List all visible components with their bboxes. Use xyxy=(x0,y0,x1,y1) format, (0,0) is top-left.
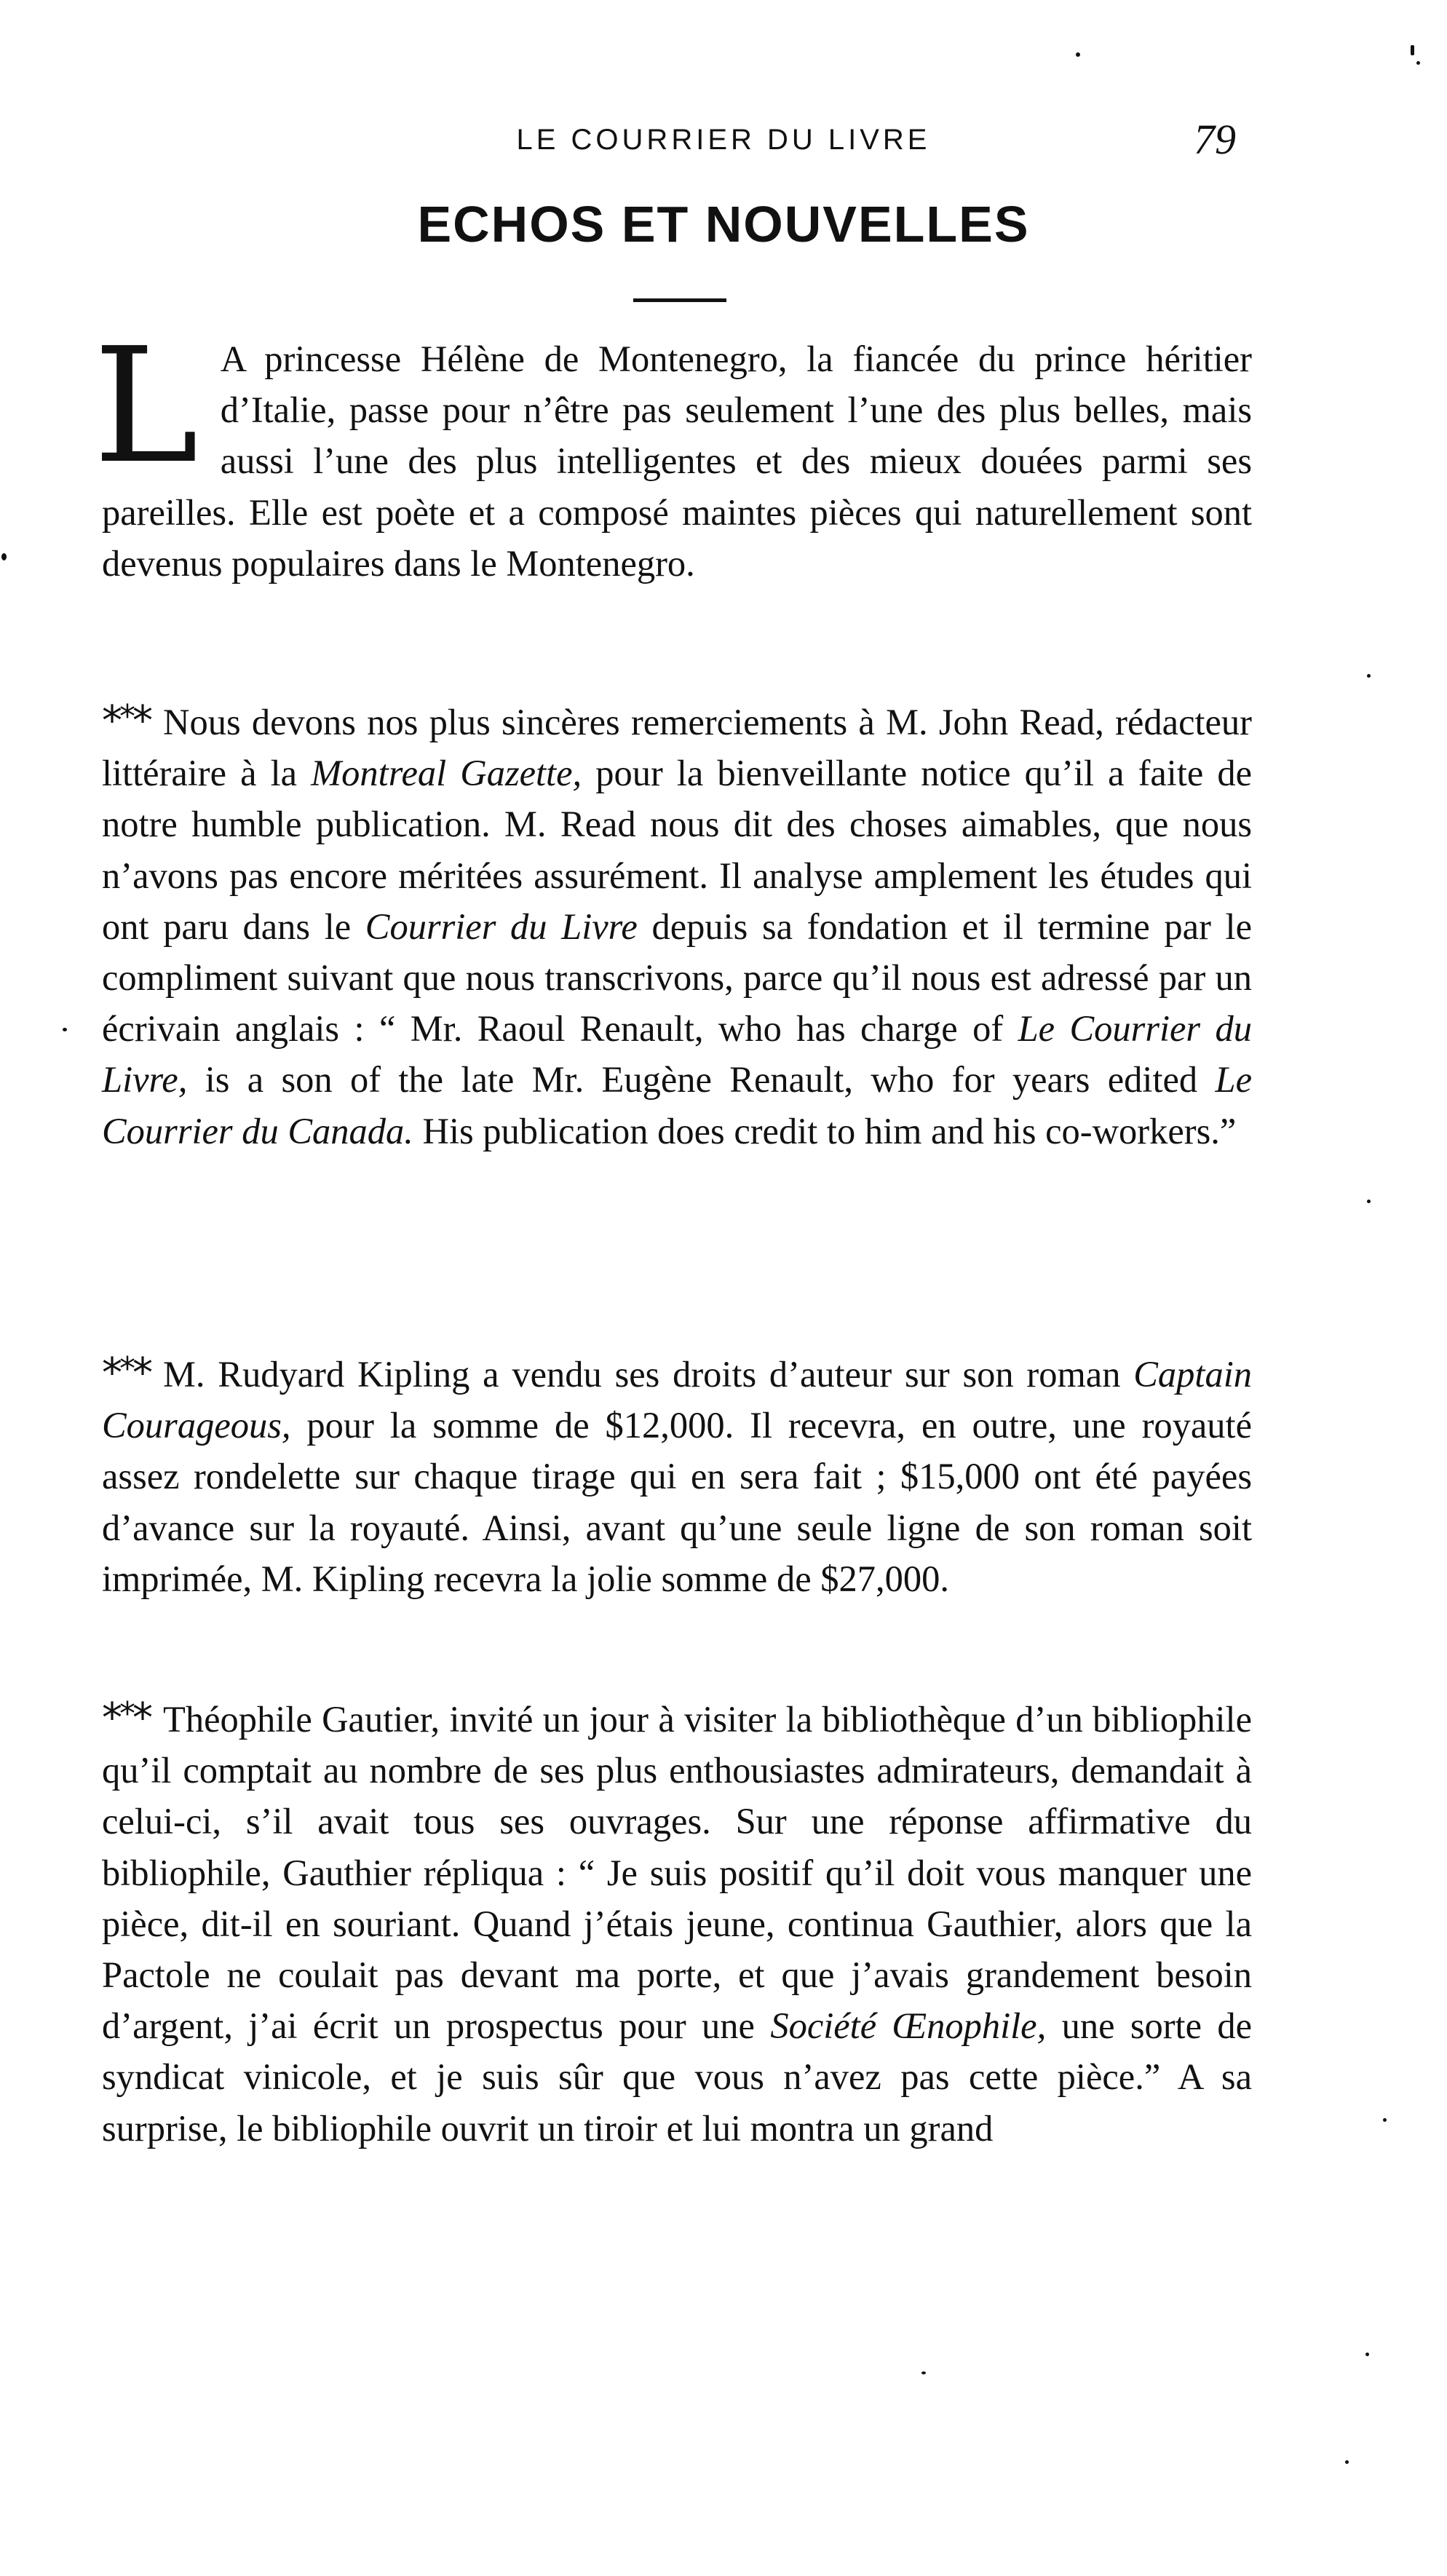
scan-speck xyxy=(1411,45,1414,55)
paragraph-body xyxy=(102,1689,1252,2154)
running-title: LE COURRIER DU LIVRE xyxy=(516,124,931,156)
paragraph-montreal-gazette xyxy=(102,691,1252,1157)
italic-title: Le Courrier du Canada. xyxy=(102,1059,1252,1152)
paragraph-text: pour la somme de $12,000. Il recevra, en outre, une royauté assez rondelette sur chaque tirage qui en sera fait ; $15,000 ont été payées d’avance sur la royauté. Ainsi, avant qu’une seule ligne de son roman soit imprimée, M. Kipling recevra la jolie somme de $27,000. xyxy=(102,1405,1252,1599)
asterism-star: * xyxy=(119,1350,132,1387)
scan-speck xyxy=(63,1028,67,1031)
paragraph-text: Nous devons nos plus sincères remerciements à M. John Read, rédacteur littéraire à la xyxy=(102,702,1252,794)
asterism-icon xyxy=(102,1350,150,1397)
section-title: ECHOS ET NOUVELLES xyxy=(417,196,1030,253)
paragraph-text: depuis sa fondation et il termine par le compliment suivant que nous transcrivons, parce qu’il nous est adressé par un écrivain anglais : “ Mr. Raoul Renault, who has charge of xyxy=(102,905,1252,1050)
asterism-star: * xyxy=(132,697,150,745)
paragraph-princess-helene xyxy=(93,314,1252,589)
asterism-star: * xyxy=(119,1695,132,1732)
asterism-star: * xyxy=(132,1695,150,1742)
paragraph-text: princesse Hélène de Montenegro, la fiancée du prince héritier d’Italie, passe pour n’être pas seulement l’une des plus belles, mais aussi l’une des plus intelligentes et des mieux douées parmi ses pareilles. Elle est poète et a composé maintes pièces qui naturellement sont devenus populaires dans le Montenegro. xyxy=(102,338,1252,584)
scan-speck xyxy=(1365,2353,1369,2356)
paragraph-text: Théophile Gautier, invité un jour à visiter la bibliothèque d’un bibliophile qu’il comptait au nombre de ses plus enthousiastes admirateurs, demandait à celui-ci, s’il avait tous ses ouvrages. Sur une réponse affirmative du bibliophile, Gauthier répliqua : “ Je suis positif qu’il doit vous manquer une pièce, dit-il en souriant. Quand j’étais jeune, continua Gauthier, alors que la Pactole ne coulait pas devant ma porte, et que j’avais grandement besoin d’argent, j’ai écrit un prospectus pour une xyxy=(102,1699,1252,2047)
drop-cap-letter: L xyxy=(93,314,199,499)
italic-title: Courrier du Livre xyxy=(365,905,638,947)
asterism-icon xyxy=(102,1695,150,1742)
italic-title: Captain Courageous, xyxy=(102,1354,1252,1446)
scan-speck xyxy=(1416,61,1420,65)
paragraph-text: une sorte de syndicat vinicole, et je suis sûr que vous n’avez pas cette pièce.” A sa surprise, le bibliophile ouvrit un tiroir et lui montra un grand xyxy=(102,2005,1253,2149)
paragraph-text: His publication does credit to him and his co-workers.” xyxy=(413,1110,1237,1152)
scan-speck xyxy=(921,2371,926,2374)
italic-title: Montreal Gazette, xyxy=(311,753,582,794)
paragraph-body xyxy=(93,314,1252,589)
asterism-star: * xyxy=(119,698,132,735)
asterism-star: * xyxy=(102,1350,119,1397)
paragraph-text: M. Rudyard Kipling a vendu ses droits d’auteur sur son roman xyxy=(163,1354,1134,1395)
asterism-star: * xyxy=(102,697,119,745)
scan-speck xyxy=(1367,1200,1371,1203)
paragraph-body xyxy=(102,691,1252,1157)
italic-title: Le Courrier du Livre, xyxy=(102,1008,1252,1101)
asterism-icon xyxy=(102,697,150,745)
scan-speck xyxy=(1367,674,1371,678)
paragraph-kipling xyxy=(102,1344,1252,1604)
paragraph-gautier xyxy=(102,1689,1252,2154)
scan-speck xyxy=(1383,2118,1387,2122)
scan-speck xyxy=(1076,52,1080,57)
paragraph-text: is a son of the late Mr. Eugène Renault, who for years edited xyxy=(187,1059,1216,1101)
asterism-star: * xyxy=(102,1695,119,1742)
title-rule xyxy=(633,298,726,302)
page-number: 79 xyxy=(1194,116,1236,163)
paragraph-body xyxy=(102,1344,1252,1604)
italic-title: Société Œnophile, xyxy=(770,2005,1047,2047)
scan-speck xyxy=(1345,2460,1349,2464)
paragraph-lead-letter: A xyxy=(220,338,245,379)
running-head xyxy=(0,109,1447,175)
asterism-star: * xyxy=(132,1350,150,1397)
paragraph-text: pour la bienveillante notice qu’il a faite de notre humble publication. M. Read nous dit des choses aimables, que nous n’avons pas encore méritées assurément. Il analyse amplement les études qui ont paru dans le xyxy=(102,753,1253,947)
scan-speck xyxy=(1,553,7,560)
